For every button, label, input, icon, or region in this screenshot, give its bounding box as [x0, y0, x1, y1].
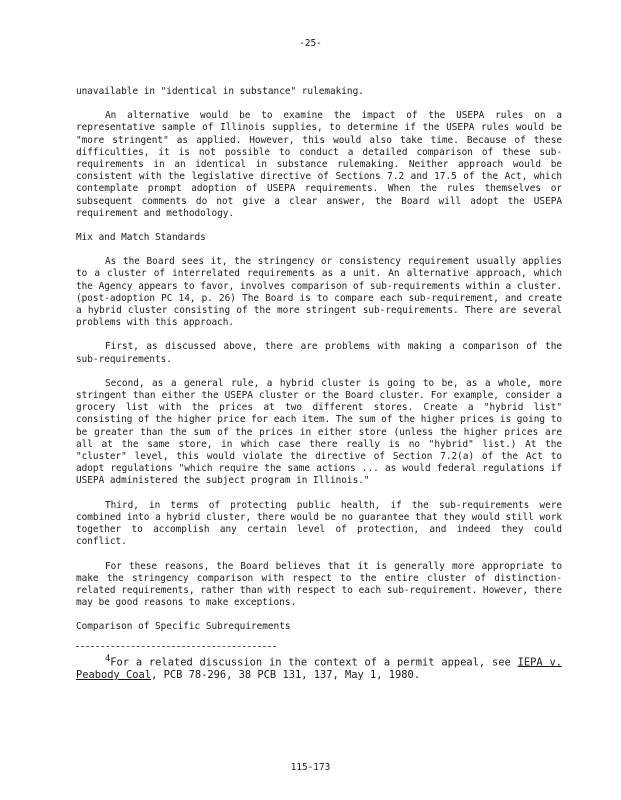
- paragraph-alternative: An alternative would be to examine the impact of the USEPA rules on a representative sample of Illinois supplies, to determine if the USEPA rules would be "more stringent" as applied. However, this would also take time. Because of these difficulties, it is not possible to conduct a detailed comparison of these sub-requirements in an identical in substance rulemaking. Neither approach would be consistent with the legislative directive of Sections 7.2 and 17.5 of the Act, which contemplate prompt adoption of USEPA requirements. When the rules themselves or subsequent comments do not give a clear answer, the Board will adopt the USEPA requirement and methodology.: [76, 110, 562, 219]
- footer-code: 115-173: [290, 762, 331, 773]
- footnote-text-before: For a related discussion in the context of a permit appeal, see: [110, 655, 518, 668]
- paragraph-second-problem: Second, as a general rule, a hybrid cluster is going to be, as a whole, more stringent than either the USEPA cluster or the Board cluster. For example, consider a grocery list with the prices at two different stores. Create a "hybrid list" consisting of the higher price for each item. The sum of the higher prices is going to be greater than the sum of the prices in either store (unless the higher prices are all at the same store, in which case there really is no "hybrid" list.) At the "cluster" level, this would violate the directive of Section 7.2(a) of the Act to adopt regulations "which require the same actions ... as would federal regulations if USEPA administered the subject program in Illinois.": [76, 377, 562, 487]
- paragraph-first-problem: First, as discussed above, there are problems with making a comparison of the sub-requirements.: [76, 341, 562, 365]
- footnote-text-after: , PCB 78-296, 38 PCB 131, 137, May 1, 1980.: [151, 668, 421, 681]
- paragraph-cluster-approach: As the Board sees it, the stringency or consistency requirement usually applies to a cluster of interrelated requirements as a unit. An alternative approach, which the Agency appears to favor, involves comparison of sub-requirements within a cluster. (post-adoption PC 14, p. 26) The Board is to compare each sub-requirement, and create a hybrid cluster consisting of the more stringent sub-requirements. There are several problems with this approach.: [76, 256, 562, 329]
- section-heading-mix-and-match: Mix and Match Standards: [76, 232, 206, 244]
- paragraph-continued: unavailable in "identical in substance" rulemaking.: [76, 86, 364, 97]
- paragraph-third-problem: Third, in terms of protecting public health, if the sub-requirements were combined into a hybrid cluster, there would be no guarantee that they would still work together to accomplish any certain level of protection, and indeed they could conflict.: [76, 499, 562, 548]
- section-heading-comparison: Comparison of Specific Subrequirements: [76, 621, 291, 633]
- body-text: [76, 86, 562, 682]
- footnote-divider: [76, 646, 276, 647]
- footnote: [76, 653, 562, 682]
- paragraph-conclusion: For these reasons, the Board believes that it is generally more appropriate to make the stringency comparison with respect to the entire cluster of distinction-related requirements, rather than with respect to each sub-requirement. However, there may be good reasons to make exceptions.: [76, 560, 562, 609]
- page-number: -25-: [299, 38, 322, 49]
- footnote-marker: 4: [105, 653, 111, 664]
- footnote-case-name: IEPA v. Peabody Coal: [76, 655, 562, 681]
